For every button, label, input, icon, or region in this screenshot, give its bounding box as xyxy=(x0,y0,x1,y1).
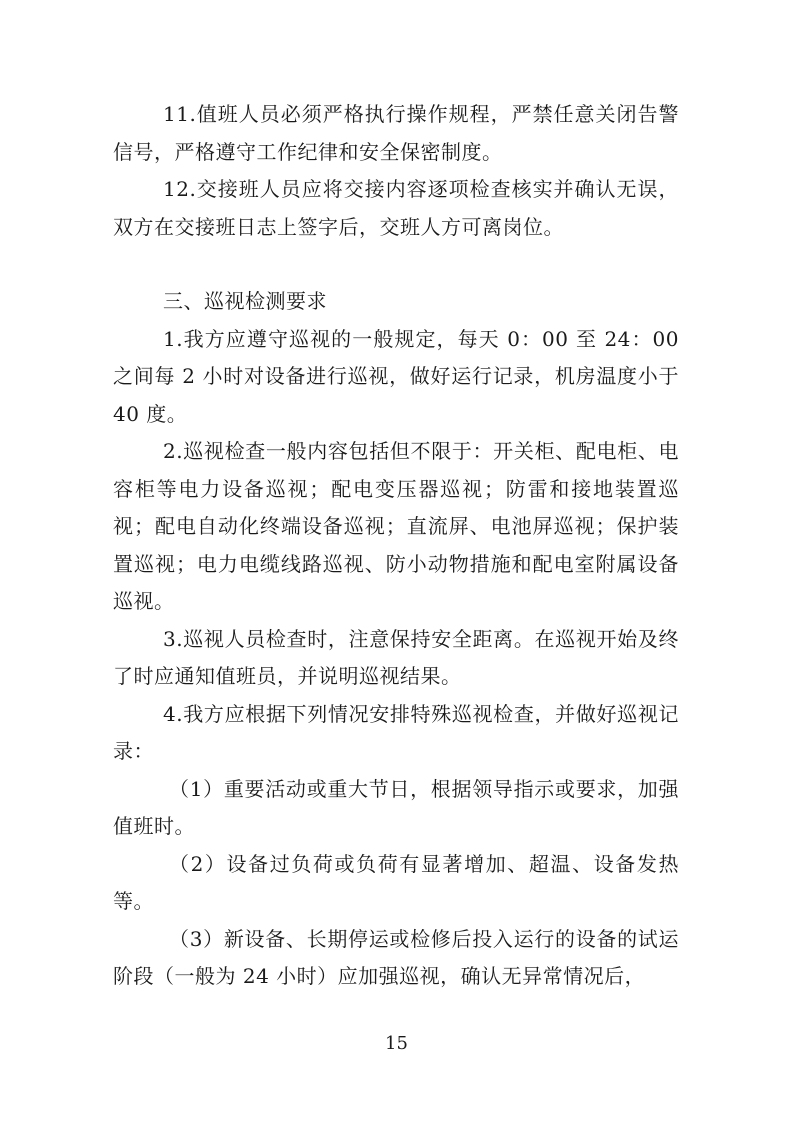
document-body xyxy=(113,96,679,996)
paragraph-item-12: 12.交接班人员应将交接内容逐项检查核实并确认无误，双方在交接班日志上签字后，交班人方可离岗位。 xyxy=(113,177,679,239)
sub-item-3: （3）新设备、长期停运或检修后投入运行的设备的试运阶段（一般为 24 小时）应加强巡视，确认无异常情况后， xyxy=(113,926,679,988)
paragraph-item-4: 4.我方应根据下列情况安排特殊巡视检查，并做好巡视记录： xyxy=(113,701,679,763)
sub-item-2: （2）设备过负荷或负荷有显著增加、超温、设备发热等。 xyxy=(113,851,679,913)
sub-item-1: （1）重要活动或重大节日，根据领导指示或要求，加强值班时。 xyxy=(113,776,679,838)
section-title: 三、巡视检测要求 xyxy=(163,289,327,313)
paragraph-item-2: 2.巡视检查一般内容包括但不限于：开关柜、配电柜、电容柜等电力设备巡视；配电变压器巡视；防雷和接地装置巡视；配电自动化终端设备巡视；直流屏、电池屏巡视；保护装置巡视；电力电缆线路巡视、防小动物措施和配电室附属设备巡视。 xyxy=(113,439,679,613)
page-number: 15 xyxy=(385,1033,408,1054)
paragraph-item-1: 1.我方应遵守巡视的一般规定，每天 0：00 至 24：00 之间每 2 小时对设备进行巡视，做好运行记录，机房温度小于 40 度。 xyxy=(113,326,679,426)
paragraph-item-11: 11.值班人员必须严格执行操作规程，严禁任意关闭告警信号，严格遵守工作纪律和安全保密制度。 xyxy=(113,102,679,164)
paragraph-item-3: 3.巡视人员检查时，注意保持安全距离。在巡视开始及终了时应通知值班员，并说明巡视结果。 xyxy=(113,626,679,688)
